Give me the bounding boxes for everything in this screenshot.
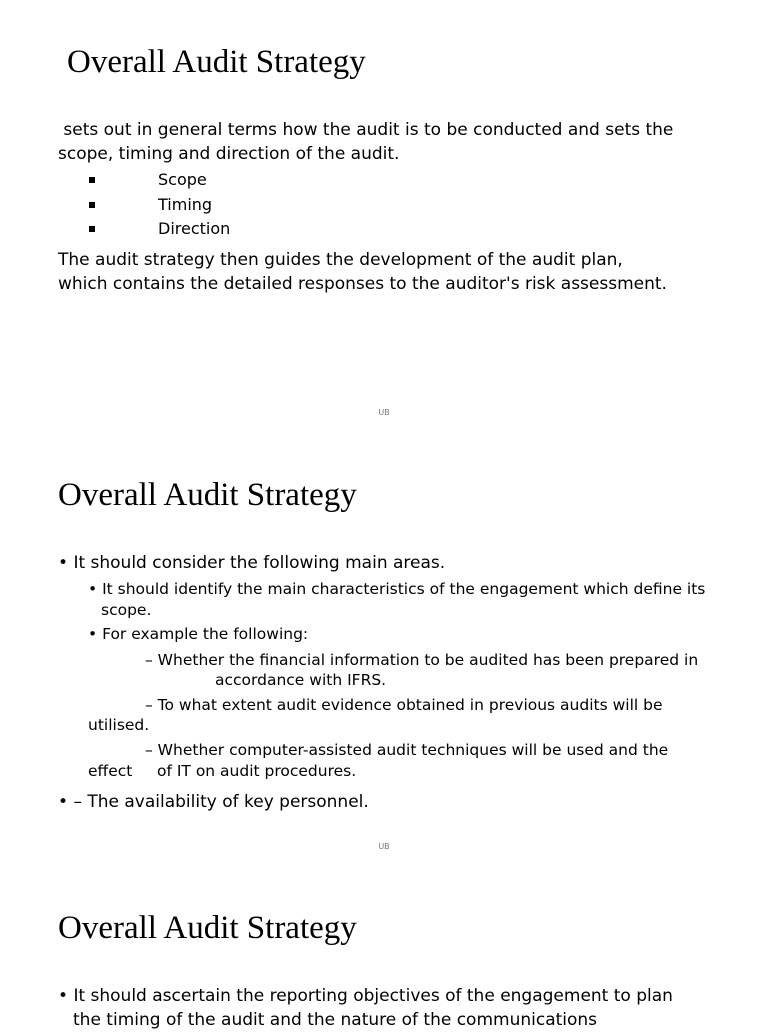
sub-bullet-continuation: scope. (101, 601, 152, 619)
sub-bullet-text: For example the following: (102, 625, 309, 643)
outro-line-2: which contains the detailed responses to the auditor's risk assessment. (58, 274, 667, 294)
slide-title: Overall Audit Strategy (58, 910, 357, 946)
list-item: Scope (88, 168, 230, 193)
bullet-dot: • (88, 625, 103, 643)
list-item: Direction (88, 217, 230, 242)
bullet-text: It should ascertain the reporting objectives of the engagement to plan (73, 986, 673, 1006)
bullet-dot: • (88, 580, 103, 598)
intro-line-2: scope, timing and direction of the audit. (58, 144, 400, 164)
bullet-item (58, 984, 673, 1008)
bullet-dot: • (58, 553, 74, 573)
slide-footer: UB (378, 842, 390, 851)
sub-bullet-text: It should identify the main characteristics of the engagement which define its (102, 580, 706, 598)
slide-footer: UB (378, 408, 390, 417)
bullet-text: – The availability of key personnel. (73, 792, 369, 812)
bullet-continuation: the timing of the audit and the nature of the communications (73, 1010, 598, 1030)
slide-title: Overall Audit Strategy (67, 44, 366, 80)
dash-item-line: – Whether the financial information to be audited has been prepared in (145, 651, 699, 669)
intro-line-1: sets out in general terms how the audit is to be conducted and sets the (58, 120, 674, 140)
list-item: Timing (88, 193, 230, 218)
dash-item-continuation: accordance with IFRS. (215, 671, 387, 689)
outro-line-1: The audit strategy then guides the development of the audit plan, (58, 250, 623, 270)
dash-item-line: – Whether computer-assisted audit techniques will be used and the (145, 741, 669, 759)
dash-item-continuation: utilised. (88, 716, 150, 734)
slide-title: Overall Audit Strategy (58, 477, 357, 513)
dash-item-line: – To what extent audit evidence obtained in previous audits will be (145, 696, 663, 714)
bullet-text: It should consider the following main areas. (73, 553, 446, 573)
bullet-dot: • (58, 986, 74, 1006)
bullet-dot: • (58, 792, 74, 812)
dash-item-continuation: effect of IT on audit procedures. (88, 762, 357, 780)
